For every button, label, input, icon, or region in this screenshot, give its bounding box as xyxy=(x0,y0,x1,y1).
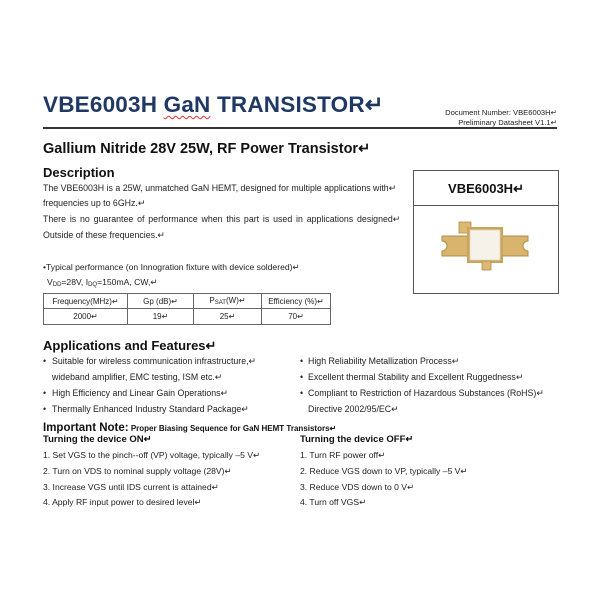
description-heading: Description xyxy=(43,165,115,180)
table-row xyxy=(44,309,331,325)
table-header-row xyxy=(44,294,331,309)
document-number: Document Number: VBE6003H↵ xyxy=(445,108,557,117)
bullet-marker: • xyxy=(43,356,47,366)
table-cell: 19↵ xyxy=(128,309,194,325)
description-line: The VBE6003H is a 25W, unmatched GaN HEMT, designed for multiple applications with↵ xyxy=(43,183,397,193)
cond-rest: =150mA, CW,↵ xyxy=(97,277,158,287)
performance-conditions xyxy=(47,277,158,288)
cond-v-sub: DD xyxy=(52,282,62,288)
bullet-marker: • xyxy=(300,372,304,382)
turn-on-step: 1. Set VGS to the pinch--off (VP) voltage, typically –5 V↵ xyxy=(43,450,261,460)
turn-on-step: 4. Apply RF input power to desired level↵ xyxy=(43,497,202,507)
turn-on-step: 2. Turn on VDS to nominal supply voltage (28V)↵ xyxy=(43,466,232,476)
psat-p: P xyxy=(209,296,215,305)
feature-item: Excellent thermal Stability and Excellent Ruggedness↵ xyxy=(308,372,524,382)
document-subtitle: Gallium Nitride 28V 25W, RF Power Transistor↵ xyxy=(43,141,371,157)
transistor-lid-ceramic xyxy=(470,230,500,260)
feature-item: Suitable for wireless communication infrastructure,↵ xyxy=(52,356,256,366)
turn-on-heading: Turning the device ON↵ xyxy=(43,434,152,445)
table-header-cell: Efficiency (%)↵ xyxy=(262,294,331,309)
title-part-model: VBE6003H xyxy=(43,92,164,117)
transistor-lead-bottom xyxy=(482,261,491,270)
turn-off-step: 3. Reduce VDS down to 0 V↵ xyxy=(300,482,415,492)
turn-off-heading: Turning the device OFF↵ xyxy=(300,434,414,445)
feature-item-continued: Directive 2002/95/EC↵ xyxy=(308,404,399,414)
transistor-package-icon xyxy=(439,221,531,271)
feature-item: High Reliability Metallization Process↵ xyxy=(308,356,460,366)
turn-off-step: 2. Reduce VGS down to VP, typically –5 V↵ xyxy=(300,466,468,476)
feature-item: Compliant to Restriction of Hazardous Substances (RoHS)↵ xyxy=(308,388,544,398)
bullet-marker: • xyxy=(43,388,47,398)
table-cell: 25↵ xyxy=(194,309,262,325)
product-part-number: VBE6003H↵ xyxy=(448,181,524,196)
description-line: Outside of these frequencies.↵ xyxy=(43,230,165,240)
product-box-divider xyxy=(414,205,558,206)
turn-on-step: 3. Increase VGS until IDS current is attained↵ xyxy=(43,482,219,492)
document-info xyxy=(445,108,557,128)
bullet-marker: • xyxy=(43,404,47,414)
table-cell: 2000↵ xyxy=(44,309,128,325)
feature-item-continued: wideband amplifier, EMC testing, ISM etc.↵ xyxy=(52,372,223,382)
important-note-text: Proper Biasing Sequence for GaN HEMT Transistors↵ xyxy=(128,424,337,433)
title-part-transistor: TRANSISTOR↵ xyxy=(210,92,384,117)
performance-intro: •Typical performance (on Innogration fixture with device soldered)↵ xyxy=(43,262,300,272)
important-note-label: Important Note: xyxy=(43,422,129,434)
bullet-marker: • xyxy=(300,388,304,398)
header-rule xyxy=(43,127,557,129)
title-part-gan: GaN xyxy=(163,92,211,117)
table-header-cell xyxy=(194,294,262,309)
feature-item: Thermally Enhanced Industry Standard Package↵ xyxy=(52,404,249,414)
description-line: frequencies up to 6GHz.↵ xyxy=(43,198,146,208)
turn-off-step: 1. Turn RF power off↵ xyxy=(300,450,386,460)
psat-unit: (W)↵ xyxy=(225,296,246,305)
cond-i-sub: DQ xyxy=(88,282,98,288)
cond-mid: =28V, I xyxy=(61,277,89,287)
turn-off-step: 4. Turn off VGS↵ xyxy=(300,497,367,507)
feature-item: High Efficiency and Linear Gain Operations↵ xyxy=(52,388,228,398)
bullet-marker: • xyxy=(300,356,304,366)
description-line: There is no guarantee of performance when this part is used in applications designed↵ xyxy=(43,214,401,224)
datasheet-version: Preliminary Datasheet V1.1↵ xyxy=(458,118,557,127)
product-box xyxy=(413,170,559,294)
document-title xyxy=(43,92,384,118)
table-header-cell: Frequency(MHz)↵ xyxy=(44,294,128,309)
performance-table xyxy=(43,293,331,325)
psat-sub: SAT xyxy=(214,300,226,306)
applications-heading: Applications and Features↵ xyxy=(43,338,217,353)
cond-v: V xyxy=(47,277,53,287)
table-cell: 70↵ xyxy=(262,309,331,325)
table-header-cell: Gp (dB)↵ xyxy=(128,294,194,309)
